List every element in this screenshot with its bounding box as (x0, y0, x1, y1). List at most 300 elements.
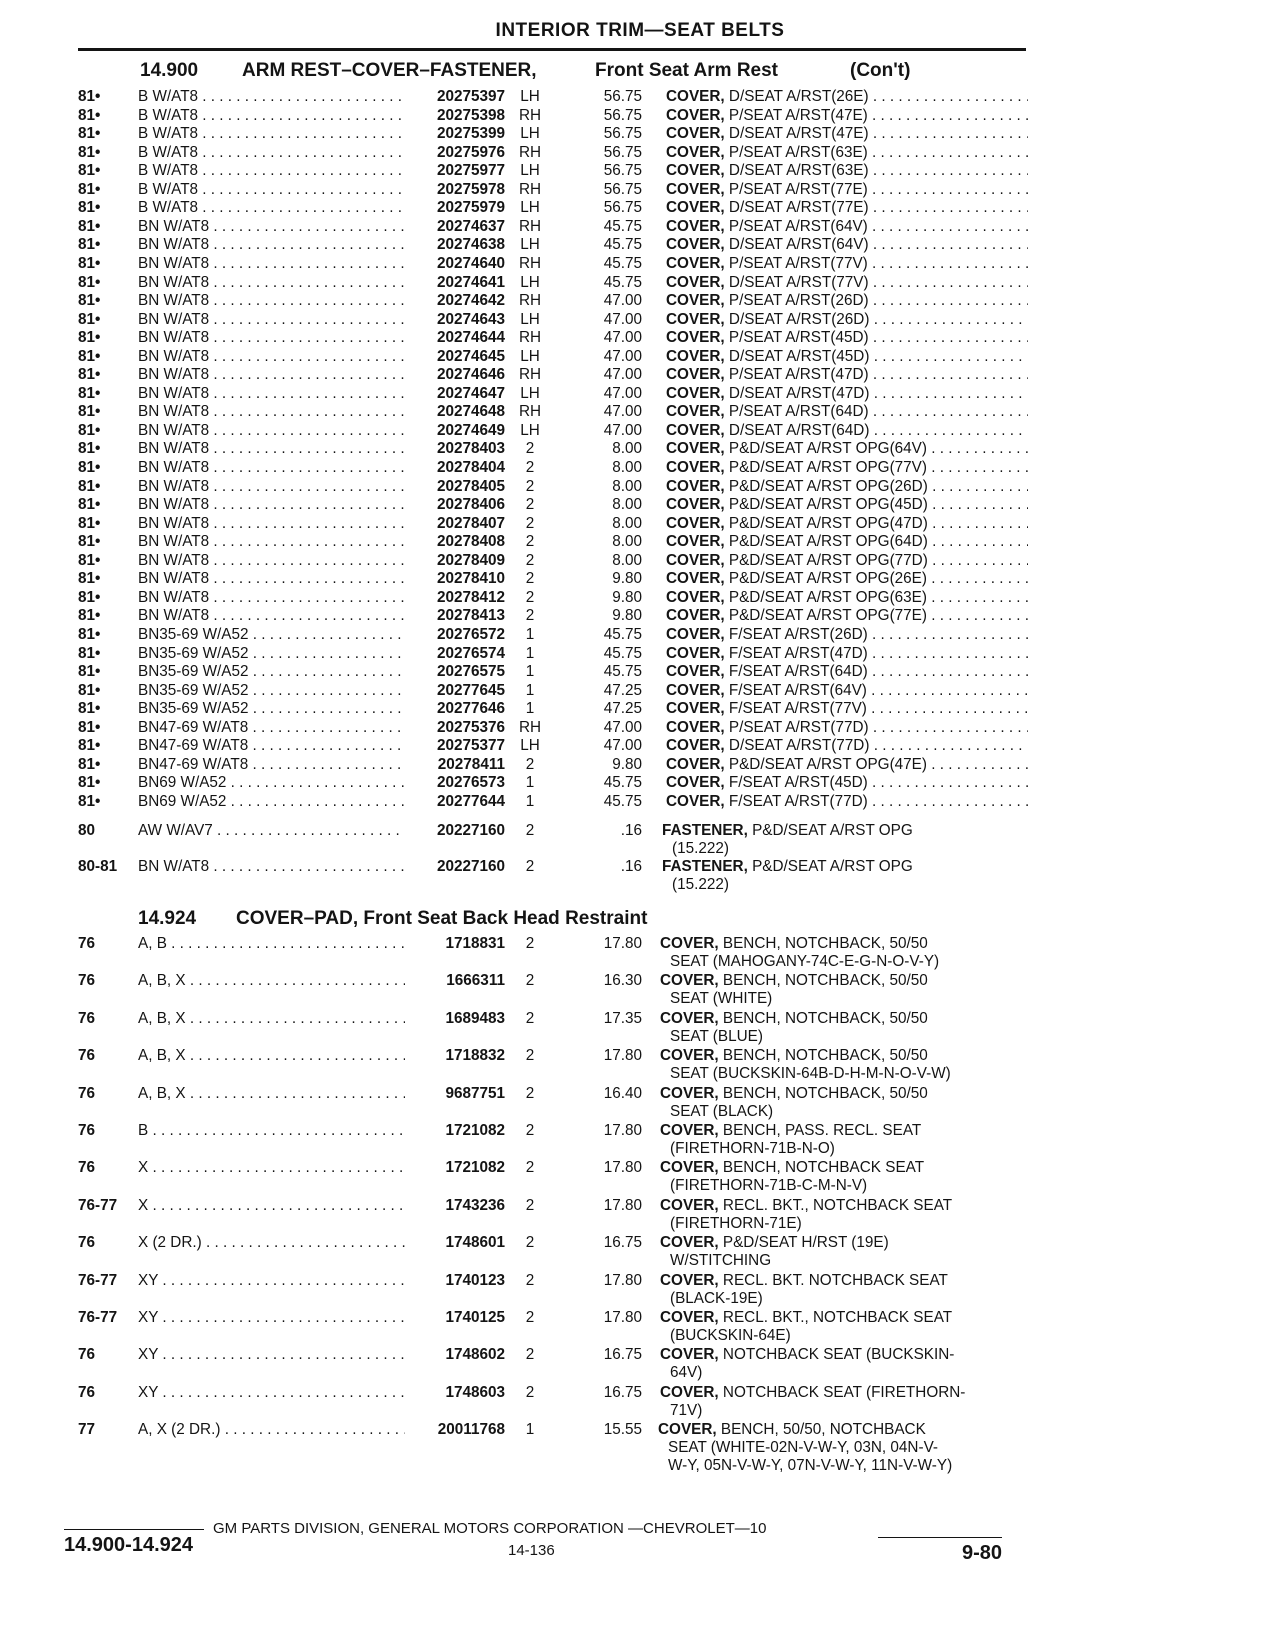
description (666, 422, 1028, 440)
quantity: 2 (525, 496, 535, 514)
model-year: 81• (78, 329, 101, 347)
part-number: 20275979 (436, 199, 505, 217)
description (660, 1272, 1030, 1308)
section-code: 14.900 (140, 60, 199, 81)
part-number: 20274649 (436, 421, 505, 439)
application: BN35-69 W/A52 . . . (138, 663, 405, 681)
quantity: 2 (525, 1084, 535, 1102)
description-keyword: COVER, (666, 792, 725, 810)
application: BN W/AT8 . . . (138, 533, 405, 551)
quantity: 2 (525, 551, 535, 569)
quantity: RH (518, 217, 542, 235)
quantity: 2 (525, 514, 535, 532)
description (660, 1085, 1030, 1121)
description-text: F/SEAT A/RST(26D) (724, 625, 868, 643)
description-text: P/SEAT A/RST(64V) (724, 217, 868, 235)
quantity: LH (520, 88, 540, 105)
application: XY . . . (138, 1384, 405, 1402)
model-year: 81• (78, 681, 101, 699)
application: BN47-69 W/AT8 . . . (138, 756, 405, 774)
description-text: F/SEAT A/RST(45D) (724, 774, 868, 792)
price: 8.00 (612, 477, 642, 495)
description (666, 663, 1028, 681)
description-keyword: COVER, (666, 180, 725, 198)
description (666, 366, 1028, 384)
description (666, 570, 1028, 588)
quantity: 2 (525, 570, 535, 588)
application: XY . . . (138, 1272, 405, 1290)
quantity: RH (518, 143, 542, 161)
description-continuation: SEAT (BUCKSKIN-64B-D-H-M-N-O-V-W) (670, 1065, 951, 1083)
description-keyword: COVER, (666, 700, 725, 718)
part-number: 20274641 (436, 273, 505, 291)
part-number: 20278409 (436, 551, 505, 569)
part-number: 1740125 (445, 1309, 505, 1326)
model-year: 81• (78, 310, 101, 328)
model-year: 81• (78, 403, 101, 421)
price: 8.00 (612, 514, 642, 532)
description (666, 440, 1028, 458)
model-year: 81• (78, 143, 101, 161)
application: BN W/AT8 . . . (138, 329, 405, 347)
model-year: 81• (78, 607, 101, 625)
description-text: P&D/SEAT H/RST (19E) (718, 1234, 889, 1252)
model-year: 76 (78, 1084, 96, 1102)
model-year: 81• (78, 700, 101, 718)
quantity: 2 (525, 935, 535, 952)
quantity: LH (520, 236, 540, 254)
description-keyword: COVER, (666, 366, 725, 384)
application: B . . . (138, 1122, 405, 1140)
description-text: P/SEAT A/RST(26D) (724, 292, 869, 310)
quantity: RH (518, 718, 542, 736)
description-keyword: COVER, (666, 217, 725, 235)
price: 47.25 (603, 700, 642, 718)
description (666, 385, 1028, 403)
application: BN35-69 W/A52 . . . (138, 645, 405, 663)
description-text: P&D/SEAT A/RST OPG(26E) (724, 570, 927, 588)
price: 17.80 (603, 1159, 642, 1177)
description-text: P&D/SEAT A/RST OPG(63E) (724, 588, 927, 606)
application: BN W/AT8 . . . (138, 607, 405, 625)
application: BN69 W/A52 . . . (138, 793, 405, 811)
description-keyword: COVER, (666, 125, 725, 143)
description-continuation: (15.222) (672, 876, 729, 893)
price: 45.75 (603, 663, 642, 681)
quantity: 2 (525, 1271, 535, 1289)
model-year: 81• (78, 496, 101, 514)
price: 47.25 (603, 681, 642, 699)
description (666, 700, 1028, 718)
part-number: 1721082 (445, 1159, 505, 1177)
price: 45.75 (603, 774, 642, 792)
price: 45.75 (603, 273, 642, 291)
quantity: LH (520, 310, 540, 328)
footer-date: 9-80 (962, 1542, 1003, 1564)
model-year: 81• (78, 162, 101, 180)
part-number: 1718832 (445, 1047, 505, 1065)
model-year: 81• (78, 106, 101, 124)
quantity: 2 (525, 1234, 535, 1252)
description (666, 607, 1028, 625)
description (660, 1159, 1030, 1195)
part-number: 20277646 (436, 700, 505, 718)
section-title: COVER–PAD, Front Seat Back Head Restraint (236, 908, 648, 929)
description (662, 822, 1032, 858)
part-number: 20274638 (436, 236, 505, 254)
description-continuation: 71V) (670, 1401, 703, 1419)
price: .16 (620, 858, 642, 875)
part-number: 20278406 (436, 496, 505, 514)
description (666, 774, 1028, 792)
part-number: 20275377 (436, 737, 505, 755)
description-text: D/SEAT A/RST(47D) (724, 384, 870, 402)
application: BN35-69 W/A52 . . . (138, 626, 405, 644)
description-keyword: COVER, (666, 663, 725, 681)
description (666, 552, 1028, 570)
description (660, 1346, 1030, 1382)
description-keyword: COVER, (666, 254, 725, 272)
description-keyword: COVER, (666, 625, 725, 643)
description-keyword: COVER, (666, 329, 725, 347)
description-text: P&D/SEAT A/RST OPG(77V) (724, 459, 927, 476)
price: 47.00 (603, 737, 642, 755)
description-text: P/SEAT A/RST(47D) (724, 366, 869, 384)
price: 16.75 (603, 1234, 642, 1252)
quantity: 2 (525, 858, 535, 875)
price: 45.75 (603, 254, 642, 272)
model-year: 81• (78, 663, 101, 681)
quantity: 2 (525, 533, 535, 551)
quantity: 2 (525, 1346, 535, 1364)
application: B W/AT8 . . . (138, 125, 405, 143)
model-year: 76 (78, 1234, 96, 1252)
price: 47.00 (603, 421, 642, 439)
description (660, 935, 1030, 971)
description-continuation: SEAT (WHITE) (670, 990, 773, 1008)
price: .16 (620, 822, 642, 839)
quantity: 2 (525, 440, 535, 458)
description-text: P/SEAT A/RST(77V) (724, 254, 868, 272)
model-year: 81• (78, 514, 101, 532)
application: XY . . . (138, 1309, 405, 1327)
part-number: 20278403 (436, 440, 505, 458)
description (666, 292, 1028, 310)
part-number: 20275398 (436, 106, 505, 124)
description-keyword: COVER, (660, 1047, 719, 1065)
description-text: RECL. BKT. NOTCHBACK SEAT (718, 1271, 948, 1289)
quantity: 1 (525, 700, 535, 718)
description-continuation: 64V) (670, 1364, 703, 1382)
description-text: P/SEAT A/RST(45D) (724, 329, 869, 347)
price: 56.75 (603, 199, 642, 217)
part-number: 20274645 (436, 347, 505, 365)
quantity: LH (520, 347, 540, 365)
application: BN W/AT8 . . . (138, 515, 405, 533)
part-number: 20276574 (436, 644, 505, 662)
price: 56.75 (603, 125, 642, 143)
part-number: 1666311 (446, 972, 505, 990)
quantity: 1 (525, 792, 535, 810)
part-number: 20274637 (436, 217, 505, 235)
application: BN47-69 W/AT8 . . . (138, 719, 405, 737)
part-number: 20227160 (436, 858, 505, 875)
part-number: 20276573 (436, 774, 505, 792)
application: A, X (2 DR.) . . . (138, 1421, 405, 1439)
description-text: P&D/SEAT A/RST OPG(64V) (724, 440, 927, 458)
description (666, 218, 1028, 236)
part-number: 20277644 (436, 792, 505, 810)
description-continuation: (BUCKSKIN-64E) (670, 1327, 791, 1344)
quantity: 2 (525, 477, 535, 495)
description-keyword: COVER, (660, 1346, 719, 1364)
description (666, 181, 1028, 199)
price: 8.00 (612, 533, 642, 551)
application: X . . . (138, 1159, 405, 1177)
price: 47.00 (603, 403, 642, 421)
price: 17.80 (603, 1047, 642, 1065)
quantity: 1 (525, 663, 535, 681)
part-number: 20278412 (436, 588, 505, 606)
part-number: 20274647 (436, 384, 505, 402)
description-text: P&D/SEAT A/RST OPG(26D) (724, 477, 928, 495)
price: 45.75 (603, 644, 642, 662)
description (666, 255, 1028, 273)
description (666, 478, 1028, 496)
application: BN W/AT8 . . . (138, 570, 405, 588)
description-text: BENCH, NOTCHBACK, 50/50 (718, 972, 928, 990)
part-number: 20275397 (436, 88, 505, 105)
model-year: 81• (78, 588, 101, 606)
application: BN W/AT8 . . . (138, 255, 405, 273)
application: BN W/AT8 . . . (138, 459, 405, 477)
model-year: 80-81 (78, 858, 118, 875)
model-year: 81• (78, 718, 101, 736)
description-keyword: COVER, (666, 440, 725, 458)
model-year: 81• (78, 737, 101, 755)
price: 9.80 (612, 755, 642, 773)
part-number: 1748601 (445, 1234, 505, 1252)
part-number: 20278413 (436, 607, 505, 625)
quantity: LH (520, 421, 540, 439)
model-year: 81• (78, 180, 101, 198)
description-keyword: FASTENER, (662, 822, 748, 839)
description-continuation: (FIRETHORN-71E) (670, 1214, 802, 1232)
price: 56.75 (603, 143, 642, 161)
description-keyword: COVER, (666, 607, 725, 625)
part-number: 20274643 (436, 310, 505, 328)
part-number: 1718831 (445, 935, 505, 952)
quantity: RH (518, 366, 542, 384)
part-number: 1748603 (445, 1383, 505, 1401)
description-continuation: (FIRETHORN-71B-C-M-N-V) (670, 1177, 868, 1195)
model-year: 77 (78, 1421, 96, 1438)
description-text: P&D/SEAT A/RST OPG(77D) (724, 551, 928, 569)
description-text: D/SEAT A/RST(26D) (724, 310, 870, 328)
description-text: P/SEAT A/RST(64D) (724, 403, 869, 421)
part-number: 20278404 (436, 459, 505, 476)
model-year: 76 (78, 1383, 96, 1401)
quantity: 1 (525, 644, 535, 662)
quantity: LH (520, 162, 540, 180)
quantity: 2 (525, 755, 535, 773)
description-keyword: COVER, (660, 1159, 719, 1177)
model-year: 81• (78, 774, 101, 792)
description-continuation: SEAT (BLUE) (670, 1027, 763, 1045)
part-number: 1748602 (445, 1346, 505, 1364)
description-text: F/SEAT A/RST(77V) (724, 700, 867, 718)
part-number: 20011768 (437, 1421, 505, 1438)
description-text: BENCH, NOTCHBACK, 50/50 (718, 1047, 928, 1065)
quantity: LH (520, 273, 540, 291)
description-keyword: COVER, (666, 143, 725, 161)
application: BN W/AT8 . . . (138, 385, 405, 403)
application: BN W/AT8 . . . (138, 403, 405, 421)
price: 9.80 (612, 607, 642, 625)
model-year: 81• (78, 366, 101, 384)
description (666, 348, 1028, 366)
quantity: 2 (525, 607, 535, 625)
description-keyword: COVER, (660, 935, 719, 952)
description-text: F/SEAT A/RST(64D) (724, 663, 868, 681)
description-text: D/SEAT A/RST(77D) (724, 737, 870, 755)
model-year: 76-77 (78, 1196, 118, 1214)
part-number: 20275977 (436, 162, 505, 180)
model-year: 76 (78, 1047, 96, 1065)
description (660, 972, 1030, 1008)
application: BN W/AT8 . . . (138, 236, 405, 254)
application: BN W/AT8 . . . (138, 366, 405, 384)
description-text: F/SEAT A/RST(64V) (724, 681, 867, 699)
model-year: 81• (78, 440, 101, 458)
model-year: 81• (78, 551, 101, 569)
description-continuation: (FIRETHORN-71B-N-O) (670, 1140, 835, 1157)
description (666, 515, 1028, 533)
model-year: 76 (78, 1122, 96, 1139)
part-number: 20278411 (437, 755, 505, 773)
description-text: NOTCHBACK SEAT (FIRETHORN- (718, 1383, 966, 1401)
price: 9.80 (612, 570, 642, 588)
model-year: 80 (78, 822, 96, 839)
description-keyword: COVER, (660, 1271, 719, 1289)
price: 17.80 (603, 935, 642, 952)
description-text: D/SEAT A/RST(45D) (724, 347, 870, 365)
application: B W/AT8 . . . (138, 162, 405, 180)
price: 56.75 (603, 180, 642, 198)
description-text: BENCH, PASS. RECL. SEAT (718, 1122, 922, 1139)
application: XY . . . (138, 1346, 405, 1364)
description (666, 756, 1028, 774)
description-text: F/SEAT A/RST(77D) (724, 792, 868, 810)
description (660, 1309, 1030, 1345)
price: 16.75 (603, 1383, 642, 1401)
description-keyword: COVER, (666, 774, 725, 792)
quantity: 2 (525, 588, 535, 606)
description-keyword: COVER, (660, 1084, 719, 1102)
description-text: P&D/SEAT A/RST OPG(45D) (724, 496, 928, 514)
description-keyword: COVER, (660, 1196, 719, 1214)
description-keyword: COVER, (666, 737, 725, 755)
description-keyword: COVER, (666, 403, 725, 421)
application: BN W/AT8 . . . (138, 478, 405, 496)
application: AW W/AV7 . . . (138, 822, 405, 840)
description-text: P&D/SEAT A/RST OPG(64D) (724, 533, 928, 551)
application: BN35-69 W/A52 . . . (138, 700, 405, 718)
description (666, 459, 1028, 477)
application: BN69 W/A52 . . . (138, 774, 405, 792)
description-text: D/SEAT A/RST(64V) (724, 236, 869, 254)
price: 16.40 (603, 1084, 642, 1102)
description-text: P/SEAT A/RST(77E) (724, 180, 868, 198)
application: BN W/AT8 . . . (138, 440, 405, 458)
description-keyword: COVER, (666, 755, 725, 773)
description-keyword: COVER, (666, 273, 725, 291)
section-title: ARM REST–COVER–FASTENER, (242, 60, 537, 81)
application: BN W/AT8 . . . (138, 292, 405, 310)
description-keyword: COVER, (666, 106, 725, 124)
price: 8.00 (612, 551, 642, 569)
quantity: LH (520, 199, 540, 217)
price: 45.75 (603, 792, 642, 810)
description-keyword: COVER, (666, 310, 725, 328)
model-year: 76-77 (78, 1271, 118, 1289)
description-text: P/SEAT A/RST(77D) (724, 718, 869, 736)
part-number: 20275376 (436, 718, 505, 736)
description-text: P&D/SEAT A/RST OPG(47E) (724, 755, 927, 773)
description-keyword: COVER, (666, 421, 725, 439)
part-number: 1743236 (445, 1196, 505, 1214)
model-year: 76 (78, 1009, 96, 1027)
price: 47.00 (603, 366, 642, 384)
description-keyword: COVER, (658, 1421, 717, 1438)
price: 47.00 (603, 292, 642, 310)
part-number: 20277645 (436, 681, 505, 699)
quantity: 2 (525, 822, 535, 839)
description (666, 199, 1028, 217)
model-year: 81• (78, 217, 101, 235)
price: 17.80 (603, 1196, 642, 1214)
price: 17.80 (603, 1309, 642, 1326)
price: 8.00 (612, 459, 642, 476)
description (666, 403, 1028, 421)
price: 17.80 (603, 1271, 642, 1289)
description (666, 682, 1028, 700)
model-year: 81• (78, 421, 101, 439)
application: BN W/AT8 . . . (138, 311, 405, 329)
application: BN W/AT8 . . . (138, 274, 405, 292)
footer-section-range: 14.900-14.924 (64, 1534, 194, 1556)
model-year: 76 (78, 935, 96, 952)
description-keyword: FASTENER, (662, 858, 748, 875)
model-year: 81• (78, 347, 101, 365)
description-keyword: COVER, (666, 162, 725, 180)
description-text: BENCH, NOTCHBACK, 50/50 (718, 1009, 928, 1027)
quantity: 2 (525, 1309, 535, 1326)
description-text: P&D/SEAT A/RST OPG(47D) (724, 514, 928, 532)
part-number: 20278407 (436, 514, 505, 532)
description (660, 1010, 1030, 1046)
price: 47.00 (603, 718, 642, 736)
price: 16.75 (603, 1346, 642, 1364)
part-number: 20275976 (436, 143, 505, 161)
part-number: 20227160 (436, 822, 505, 839)
part-number: 20275978 (436, 180, 505, 198)
price: 47.00 (603, 310, 642, 328)
part-number: 1721082 (445, 1122, 505, 1139)
price: 45.75 (603, 217, 642, 235)
description-text: D/SEAT A/RST(64D) (724, 421, 870, 439)
footer-rule-right (878, 1537, 1002, 1538)
